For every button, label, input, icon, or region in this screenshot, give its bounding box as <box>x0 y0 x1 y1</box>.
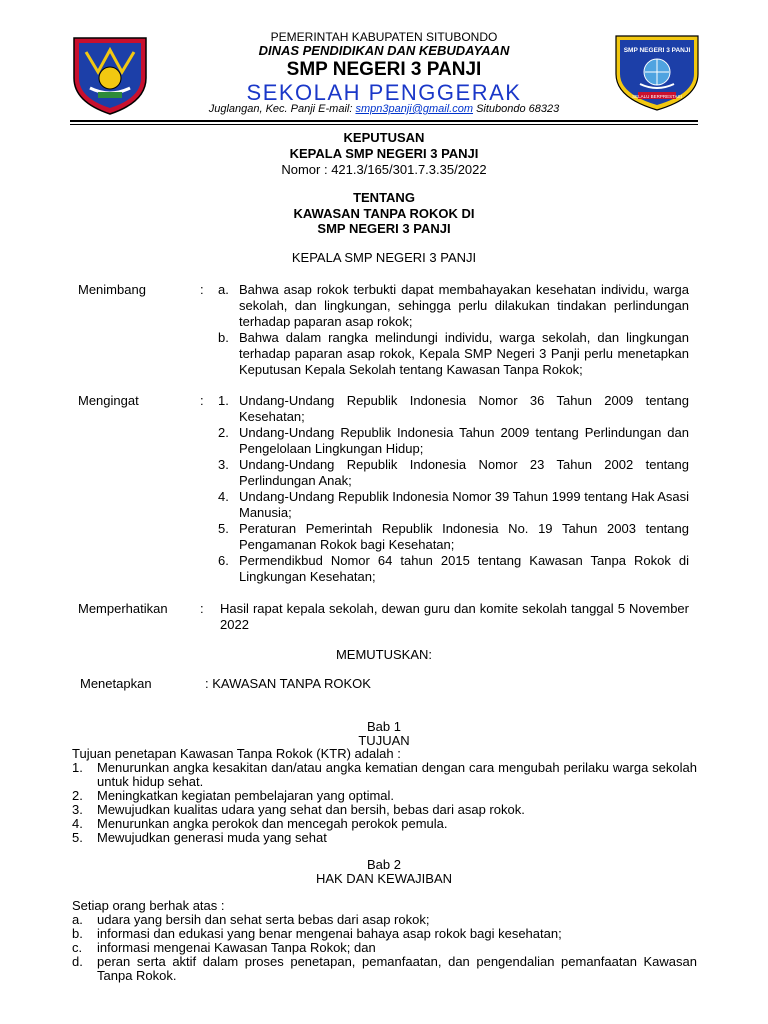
list-text: Menurunkan angka perokok dan mencegah perokok pemula. <box>97 816 448 831</box>
mengingat-colon: : <box>200 393 204 408</box>
list-marker: 1. <box>72 760 83 775</box>
list-text: Undang-Undang Republik Indonesia Nomor 39 Tahun 1999 tentang Hak Asasi Manusia; <box>239 489 690 520</box>
list-text: informasi mengenai Kawasan Tanpa Rokok; dan <box>97 940 376 955</box>
list-text: Bahwa asap rokok terbukti dapat membahayakan kesehatan individu, warga sekolah, dan lingkungan, sehingga perlu dilakukan tindakan perlindungan terhadap paparan asap rokok; <box>239 282 689 329</box>
school-emblem-logo <box>612 32 702 112</box>
list-text: Permendikbud Nomor 64 tahun 2015 tentang Kawasan Tanpa Rokok di Lingkungan Kesehatan; <box>239 553 689 584</box>
email-link[interactable]: smpn3panji@gmail.com <box>355 103 474 115</box>
address-prefix: Juglangan, Kec. Panji E-mail: <box>208 103 356 115</box>
mengingat-list <box>214 393 689 585</box>
list-item <box>214 553 689 585</box>
list-item <box>214 393 689 425</box>
list-marker: 3. <box>72 802 83 817</box>
menetapkan-label: Menetapkan <box>80 676 152 691</box>
list-marker: 3. <box>218 457 229 472</box>
decree-heading: KEPUTUSAN <box>343 130 425 145</box>
list-item <box>214 425 689 457</box>
logo-motto-text: SELALU BERPRESTASI <box>632 94 682 99</box>
bab2-title: HAK DAN KEWAJIBAN <box>315 871 453 886</box>
issuer-line: KEPALA SMP NEGERI 3 PANJI <box>291 250 477 265</box>
list-marker: c. <box>72 940 83 955</box>
list-text: Meningkatkan kegiatan pembelajaran yang optimal. <box>97 788 395 803</box>
list-marker: a. <box>218 282 229 297</box>
list-marker: 5. <box>72 830 83 845</box>
bab1-list <box>72 761 697 845</box>
letterhead-rule-thick <box>70 120 698 122</box>
memperhatikan-colon: : <box>200 601 204 616</box>
list-item <box>214 521 689 553</box>
mengingat-label: Mengingat <box>78 393 139 408</box>
list-text: Undang-Undang Republik Indonesia Nomor 36 Tahun 2009 tentang Kesehatan; <box>239 393 689 424</box>
school-tagline: SEKOLAH PENGGERAK <box>246 80 522 105</box>
menetapkan-value: : KAWASAN TANPA ROKOK <box>205 676 371 691</box>
list-item <box>72 803 697 817</box>
list-item <box>72 817 697 831</box>
list-marker: 4. <box>218 489 229 504</box>
bab1-title: TUJUAN <box>358 733 410 748</box>
list-text: Mewujudkan generasi muda yang sehat <box>97 830 327 845</box>
list-marker: 1. <box>218 393 229 408</box>
bab2-list <box>72 913 697 983</box>
list-marker: d. <box>72 954 83 969</box>
list-item <box>214 330 689 378</box>
list-text: informasi dan edukasi yang benar mengenai bahaya asap rokok bagi kesehatan; <box>97 926 562 941</box>
list-item <box>72 913 697 927</box>
school-name: SMP NEGERI 3 PANJI <box>286 59 482 80</box>
list-marker: a. <box>72 912 83 927</box>
list-item <box>72 789 697 803</box>
list-text: peran serta aktif dalam proses penetapan, pemanfaatan, dan pengendalian pemanfaatan Kawasan Tanpa Rokok. <box>97 954 697 983</box>
list-marker: 2. <box>72 788 83 803</box>
decree-number: Nomor : 421.3/165/301.7.3.35/2022 <box>281 162 487 177</box>
government-name: PEMERINTAH KABUPATEN SITUBONDO <box>270 30 498 44</box>
list-marker: 2. <box>218 425 229 440</box>
address-suffix: Situbondo 68323 <box>473 103 560 115</box>
bab1-number: Bab 1 <box>367 719 401 734</box>
list-text: Mewujudkan kualitas udara yang sehat dan bersih, bebas dari asap rokok. <box>97 802 525 817</box>
list-item <box>214 489 689 521</box>
list-marker: 5. <box>218 521 229 536</box>
list-text: Undang-Undang Republik Indonesia Nomor 23 Tahun 2002 tentang Perlindungan Anak; <box>239 457 689 488</box>
list-text: Peraturan Pemerintah Republik Indonesia No. 19 Tahun 2003 tentang Pengamanan Rokok bagi Kesehatan; <box>239 521 689 552</box>
list-item <box>72 831 697 845</box>
list-marker: b. <box>72 926 83 941</box>
subject-line-1: KAWASAN TANPA ROKOK DI <box>293 206 475 221</box>
bab2-intro: Setiap orang berhak atas : <box>72 898 225 913</box>
menimbang-label: Menimbang <box>78 282 146 297</box>
menimbang-list <box>214 282 689 378</box>
list-text: Menurunkan angka kesakitan dan/atau angka kematian dengan cara mengubah perilaku warga sekolah untuk hidup sehat. <box>97 760 697 789</box>
school-shield-icon <box>612 32 702 112</box>
subject-line-2: SMP NEGERI 3 PANJI <box>317 221 451 236</box>
list-item <box>214 457 689 489</box>
list-marker: 4. <box>72 816 83 831</box>
about-heading: TENTANG <box>353 190 415 205</box>
list-item <box>72 927 697 941</box>
list-item <box>72 955 697 983</box>
list-text: Bahwa dalam rangka melindungi individu, warga sekolah, dan lingkungan terhadap paparan asap rokok, Kepala SMP Negeri 3 Panji perlu menetapkan Keputusan Kepala Sekolah tentang Kawasan Tanpa Rokok; <box>239 330 689 377</box>
list-marker: 6. <box>218 553 229 568</box>
bab2-number: Bab 2 <box>367 857 401 872</box>
memperhatikan-label: Memperhatikan <box>78 601 168 616</box>
list-text: Undang-Undang Republik Indonesia Tahun 2009 tentang Perlindungan dan Pengelolaan Lingkungan Hidup; <box>239 425 689 456</box>
memutuskan-heading: MEMUTUSKAN: <box>335 647 433 662</box>
list-item <box>214 282 689 330</box>
bab1-intro: Tujuan penetapan Kawasan Tanpa Rokok (KTR) adalah : <box>72 746 401 761</box>
list-item <box>72 761 697 789</box>
decree-issuer-heading: KEPALA SMP NEGERI 3 PANJI <box>289 146 479 161</box>
list-marker: b. <box>218 330 229 345</box>
logo-school-text: SMP NEGERI 3 PANJI <box>623 47 691 54</box>
list-text: udara yang bersih dan sehat serta bebas dari asap rokok; <box>97 912 430 927</box>
list-item <box>72 941 697 955</box>
department-name: DINAS PENDIDIKAN DAN KEBUDAYAAN <box>258 43 510 58</box>
menimbang-colon: : <box>200 282 204 297</box>
memperhatikan-text: Hasil rapat kepala sekolah, dewan guru dan komite sekolah tanggal 5 November 2022 <box>220 601 689 632</box>
letterhead-rule-thin <box>70 124 698 125</box>
